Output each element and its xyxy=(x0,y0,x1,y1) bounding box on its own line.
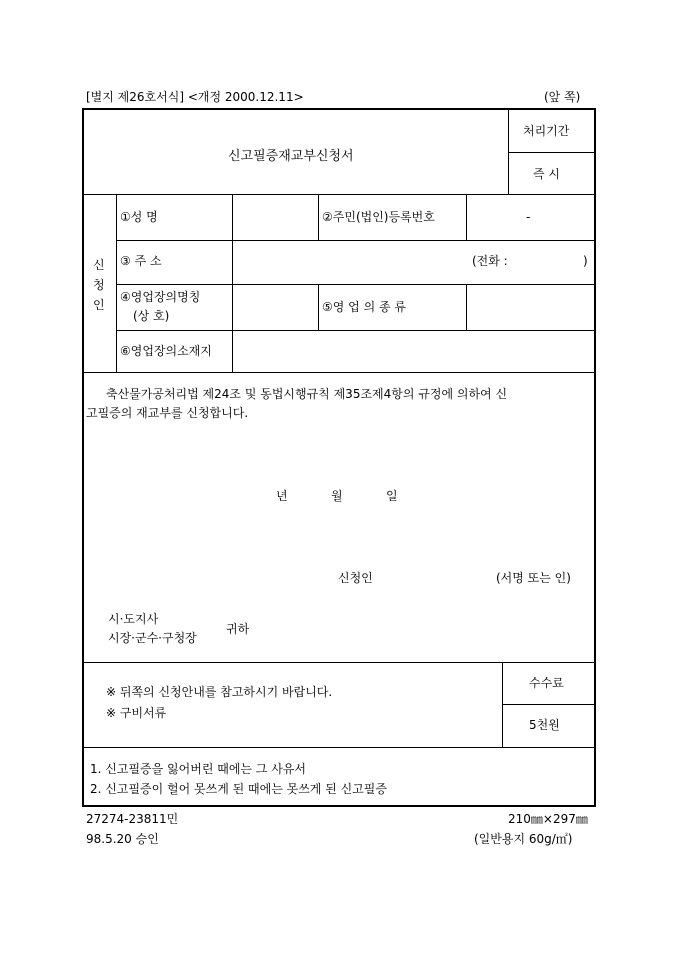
fee-section-top xyxy=(82,662,594,663)
fee-cell-divider xyxy=(502,704,594,705)
section-label-char-2: 청 xyxy=(93,278,105,292)
row3-right-divider xyxy=(466,284,467,330)
row1-mid-divider xyxy=(318,194,319,240)
table-border-right xyxy=(594,108,596,807)
address-field[interactable] xyxy=(234,242,464,283)
business-type-field[interactable] xyxy=(468,286,593,329)
recipient-mayor: 시장·군수·구청장 xyxy=(108,631,197,645)
address-label: ③ 주 소 xyxy=(120,254,162,268)
form-title: 신고필증재교부신청서 xyxy=(228,149,354,164)
fee-value: 5천원 xyxy=(529,718,560,732)
section-label-char-3: 인 xyxy=(93,298,105,312)
name-label: ①성 명 xyxy=(120,210,158,224)
form-code: 27274-23811민 xyxy=(86,812,179,826)
field-label-divider xyxy=(232,194,233,372)
row1-right-divider xyxy=(466,194,467,240)
document-item-1: 1. 신고필증을 잃어버린 때에는 그 사유서 xyxy=(90,762,306,776)
fee-section-bottom xyxy=(82,747,594,748)
fee-divider xyxy=(502,662,503,748)
documents-label: ※ 구비서류 xyxy=(106,706,167,720)
fee-label: 수수료 xyxy=(529,676,564,690)
phone-close-paren: ) xyxy=(583,254,588,268)
date-month: 월 xyxy=(331,489,343,503)
processing-period-label: 처리기간 xyxy=(523,124,570,138)
table-border-left xyxy=(82,108,84,807)
applicant-sign-label: 신청인 xyxy=(338,571,373,585)
section-label-divider xyxy=(116,194,117,372)
row1-bottom xyxy=(116,240,594,241)
applicant-bottom xyxy=(82,372,594,373)
business-name-label-2: (상 호) xyxy=(133,309,170,323)
table-border-bottom xyxy=(82,805,596,807)
processing-period-value: 즉 시 xyxy=(533,167,560,181)
row3-bottom xyxy=(116,330,594,331)
table-border-top xyxy=(82,108,596,110)
title-bottom xyxy=(82,194,594,195)
phone-label: (전화 : xyxy=(472,254,508,268)
approval-date: 98.5.20 승인 xyxy=(86,832,159,846)
paper-type: (일반용지 60g/㎡) xyxy=(474,832,573,846)
form-number: [별지 제26호서식] <개정 2000.12.11> xyxy=(86,90,304,104)
sign-note: (서명 또는 인) xyxy=(496,571,571,585)
paper-size: 210㎜×297㎜ xyxy=(508,812,588,826)
section-label-char-1: 신 xyxy=(93,258,105,272)
document-item-2: 2. 신고필증이 헐어 못쓰게 된 때에는 못쓰게 된 신고필증 xyxy=(90,782,387,796)
reg-no-label: ②주민(법인)등록번호 xyxy=(322,210,435,224)
statement-line-2: 고필증의 재교부를 신청합니다. xyxy=(86,406,249,420)
reg-no-separator[interactable]: - xyxy=(526,210,531,224)
business-type-label: ⑤영 업 의 종 류 xyxy=(322,300,406,314)
row3-mid-divider xyxy=(318,284,319,330)
name-field[interactable] xyxy=(234,196,317,239)
date-year: 년 xyxy=(276,489,288,503)
business-location-label: ⑥영업장의소재지 xyxy=(120,344,212,358)
statement-line-1: 축산물가공처리법 제24조 및 동법시행규칙 제35조제4항의 규정에 의하여 신 xyxy=(106,387,508,401)
recipient-governor: 시·도지사 xyxy=(108,612,159,626)
period-divider xyxy=(508,152,594,153)
page-side: (앞 쪽) xyxy=(544,90,581,104)
business-name-label-1: ④영업장의명칭 xyxy=(120,290,201,304)
date-day: 일 xyxy=(386,489,398,503)
row2-bottom xyxy=(116,284,594,285)
business-name-field[interactable] xyxy=(234,286,317,329)
notice-text: ※ 뒤쪽의 신청안내를 참고하시기 바랍니다. xyxy=(106,685,333,699)
business-location-field[interactable] xyxy=(234,332,592,371)
recipient-suffix: 귀하 xyxy=(226,622,250,636)
